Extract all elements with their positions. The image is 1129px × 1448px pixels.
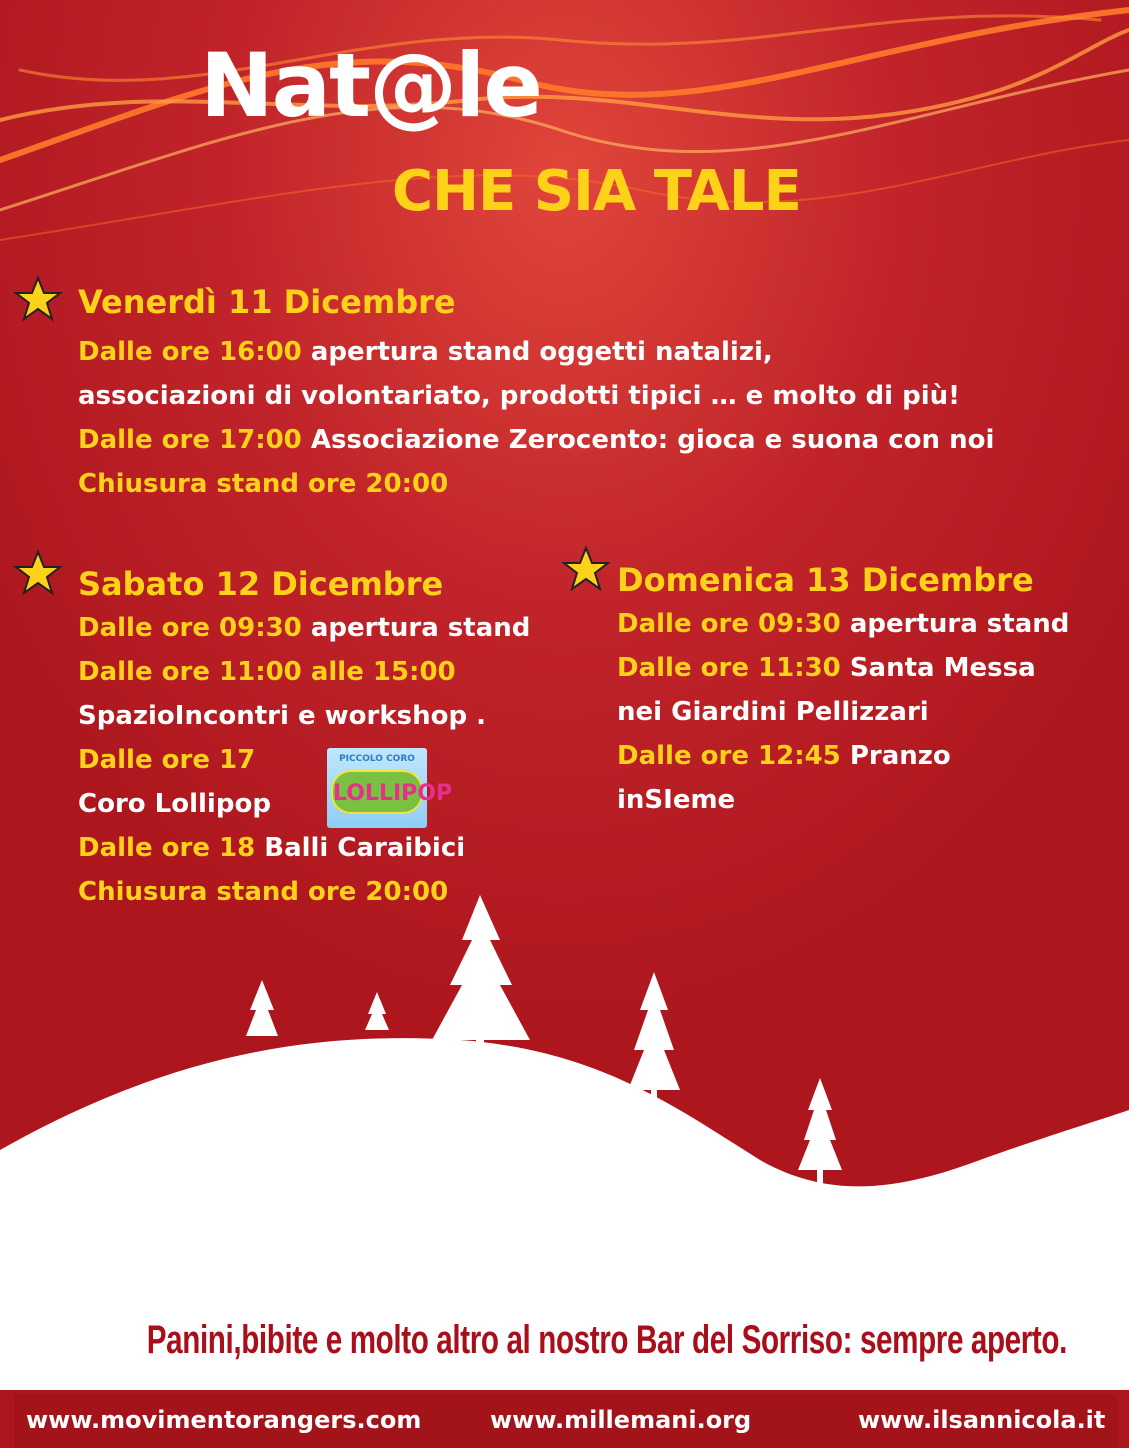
schedule-activity: Coro Lollipop	[78, 789, 271, 819]
schedule-time: Dalle ore 18	[78, 833, 265, 863]
schedule-time: Dalle ore 17:00	[78, 425, 311, 455]
bar-note: Panini,bibite e molto altro al nostro Bar del Sorriso: sempre aperto.	[146, 1318, 1067, 1362]
star-icon	[14, 276, 62, 322]
schedule-line	[78, 418, 994, 462]
schedule-activity: SpazioIncontri e workshop .	[78, 701, 487, 731]
schedule-time: Chiusura stand ore 20:00	[78, 877, 449, 907]
event-title: Nat@le	[200, 34, 541, 137]
schedule-line	[617, 734, 1069, 778]
event-subtitle: CHE SIA TALE	[392, 159, 801, 224]
schedule-line	[78, 782, 530, 826]
schedule-activity: apertura stand	[849, 609, 1070, 639]
footer-link[interactable]: www.ilsannicola.it	[858, 1406, 1106, 1434]
schedule-line	[78, 462, 994, 506]
schedule-activity: inSIeme	[617, 785, 736, 815]
schedule-activity: Santa Messa	[849, 653, 1036, 683]
schedule-line	[78, 826, 530, 870]
schedule-line	[78, 330, 994, 374]
day-schedule	[78, 606, 530, 914]
schedule-activity: Pranzo	[849, 741, 951, 771]
schedule-activity: Balli Caraibici	[264, 833, 466, 863]
schedule-time: Dalle ore 09:30	[78, 613, 311, 643]
day-friday	[78, 282, 994, 506]
day-title: Sabato 12 Dicembre	[78, 565, 444, 603]
schedule-time: Chiusura stand ore 20:00	[78, 469, 449, 499]
schedule-line	[617, 690, 1069, 734]
footer-link[interactable]: www.millemani.org	[490, 1406, 752, 1434]
day-saturday	[78, 564, 530, 914]
schedule-line	[617, 602, 1069, 646]
schedule-activity: apertura stand	[310, 613, 531, 643]
schedule-time: Dalle ore 12:45	[617, 741, 850, 771]
schedule-time: Dalle ore 09:30	[617, 609, 850, 639]
schedule-line	[78, 650, 530, 694]
schedule-time: Dalle ore 16:00	[78, 337, 311, 367]
day-sunday	[617, 560, 1069, 822]
day-schedule	[78, 330, 994, 506]
footer-link[interactable]: www.movimentorangers.com	[26, 1406, 422, 1434]
logo-main-text: LOLLIPOP	[331, 770, 423, 814]
schedule-line	[78, 694, 530, 738]
schedule-activity: nei Giardini Pellizzari	[617, 697, 929, 727]
schedule-line	[78, 870, 530, 914]
schedule-activity: associazioni di volontariato, prodotti tipici … e molto di più!	[78, 381, 960, 411]
day-title: Venerdì 11 Dicembre	[78, 283, 456, 321]
schedule-line	[617, 646, 1069, 690]
logo-top-text: PICCOLO CORO	[339, 754, 415, 764]
schedule-line	[78, 606, 530, 650]
schedule-line	[78, 738, 530, 782]
star-icon	[14, 550, 62, 596]
schedule-time: Dalle ore 11:30	[617, 653, 850, 683]
schedule-activity: apertura stand oggetti natalizi,	[310, 337, 773, 367]
schedule-line	[617, 778, 1069, 822]
schedule-activity: Associazione Zerocento: gioca e suona con noi	[310, 425, 995, 455]
star-icon	[562, 546, 610, 592]
schedule-line	[78, 374, 994, 418]
schedule-time: Dalle ore 11:00 alle 15:00	[78, 657, 456, 687]
lollipop-choir-logo	[327, 748, 453, 828]
schedule-time: Dalle ore 17	[78, 745, 256, 775]
day-schedule	[617, 602, 1069, 822]
day-title: Domenica 13 Dicembre	[617, 561, 1034, 599]
